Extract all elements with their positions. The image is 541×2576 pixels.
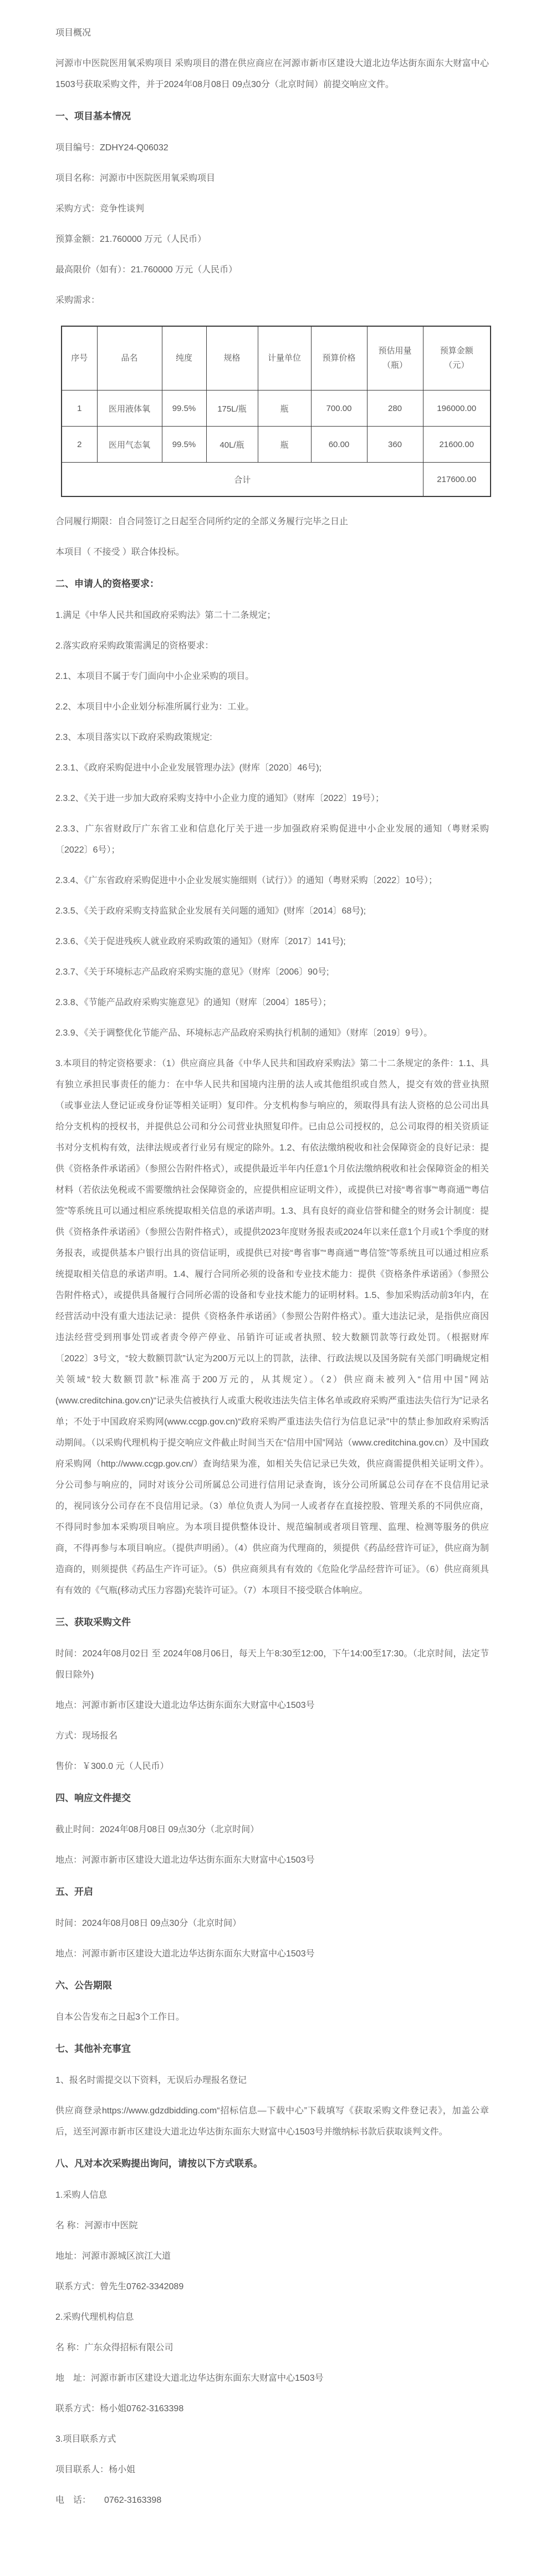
table-cell-qty: 360 xyxy=(367,427,423,463)
table-cell-qty: 280 xyxy=(367,391,423,427)
table-cell-name: 医用液体氧 xyxy=(97,391,162,427)
docs-place: 地点：河源市新市区建设大道北边华达街东面东大财富中心1503号 xyxy=(55,1701,315,1710)
submit-deadline: 截止时间：2024年08月08日 09点30分（北京时间） xyxy=(55,1825,259,1834)
line-max-price: 最高限价（如有）：21.760000 万元（人民币） xyxy=(55,265,238,275)
qual-item-1: 1.满足《中华人民共和国政府采购法》第二十二条规定； xyxy=(55,611,276,620)
docs-price: 售价：￥300.0 元（人民币） xyxy=(55,1762,169,1771)
qual-item-2-3-3: 2.3.3、广东省财政厅广东省工业和信息化厅关于进一步加强政府采购促进中小企业发展的通知（粤财采购〔2022〕6号）； xyxy=(55,824,489,855)
qual-item-2-3-2: 2.3.2、《关于进一步加大政府采购支持中小企业力度的通知》（财库〔2022〕19号）； xyxy=(55,794,384,803)
table-total-label: 合计 xyxy=(62,463,423,497)
procurement-table xyxy=(61,326,491,497)
table-total-row xyxy=(62,463,491,497)
table-header-qty: 预估用量 （瓶） xyxy=(367,326,423,391)
line-demand-label: 采购需求： xyxy=(55,296,100,305)
qual-item-2-3-6: 2.3.6、《关于促进残疾人就业政府采购政策的通知》（财库〔2017〕141号); xyxy=(55,937,346,946)
table-row xyxy=(62,427,491,463)
table-header-name: 品名 xyxy=(97,326,162,391)
table-cell-amount: 196000.00 xyxy=(423,391,491,427)
table-header-price: 预算价格 xyxy=(311,326,367,391)
line-contract-period: 合同履行期限：自合同签订之日起至合同所约定的全部义务履行完毕之日止 xyxy=(55,517,349,526)
qual-item-2-1: 2.1、本项目不属于专门面向中小企业采购的项目。 xyxy=(55,672,254,681)
opening-time: 时间：2024年08月08日 09点30分（北京时间） xyxy=(55,1919,242,1928)
table-header-purity: 纯度 xyxy=(162,326,206,391)
qual-item-2-3-5: 2.3.5、《关于政府采购支持监狱企业发展有关问题的通知》(财库〔2014〕68号); xyxy=(55,906,366,916)
table-cell-purity: 99.5% xyxy=(162,427,206,463)
heading-get-documents: 三、获取采购文件 xyxy=(55,1617,131,1627)
heading-response-submit: 四、响应文件提交 xyxy=(55,1793,131,1803)
table-cell-price: 700.00 xyxy=(311,391,367,427)
line-budget-amount: 预算金额：21.760000 万元（人民币） xyxy=(55,235,207,244)
line-project-name: 项目名称：河源市中医院医用氧采购项目 xyxy=(55,174,216,183)
heading-contact: 八、凡对本次采购提出询问，请按以下方式联系。 xyxy=(55,2158,263,2169)
other-item-2: 供应商登录https://www.gdzdbidding.com“招标信息—下载中心”下载填写《获取采购文件登记表》，加盖公章后，送至河源市新市区建设大道北边华达街东面东大财富中心1503号并缴纳标书款后获取谈判文件。 xyxy=(55,2106,489,2137)
table-total-amount: 217600.00 xyxy=(423,463,491,497)
heading-basic-info: 一、项目基本情况 xyxy=(55,111,131,121)
table-cell-seq: 2 xyxy=(62,427,97,463)
line-project-number: 项目编号：ZDHY24-Q06032 xyxy=(55,143,169,153)
agent-name: 名 称：广东众得招标有限公司 xyxy=(55,2343,173,2352)
docs-method: 方式：现场报名 xyxy=(55,1731,118,1741)
qual-item-2-3-1: 2.3.1、《政府采购促进中小企业发展管理办法》(财库〔2020〕46号); xyxy=(55,763,322,773)
project-contact-phone: 电 话： 0762-3163398 xyxy=(55,2496,162,2505)
table-header-seq: 序号 xyxy=(62,326,97,391)
table-cell-unit: 瓶 xyxy=(258,391,311,427)
agent-info-title: 2.采购代理机构信息 xyxy=(55,2313,134,2322)
line-joint-bid: 本项目（ 不接受 ）联合体投标。 xyxy=(55,547,185,557)
buyer-name: 名 称：河源市中医院 xyxy=(55,2221,138,2230)
qual-item-2: 2.落实政府采购政策需满足的资格要求： xyxy=(55,641,214,651)
submit-place: 地点：河源市新市区建设大道北边华达街东面东大财富中心1503号 xyxy=(55,1855,315,1865)
buyer-address: 地址：河源市源城区滨江大道 xyxy=(55,2252,171,2261)
table-header-spec: 规格 xyxy=(206,326,258,391)
qual-item-2-3-8: 2.3.8、《节能产品政府采购实施意见》的通知（财库〔2004〕185号）； xyxy=(55,998,331,1007)
project-contact-title: 3.项目联系方式 xyxy=(55,2435,116,2444)
table-cell-purity: 99.5% xyxy=(162,391,206,427)
buyer-contact: 联系方式：曾先生0762-3342089 xyxy=(55,2282,184,2291)
heading-opening: 五、开启 xyxy=(55,1887,93,1897)
announcement-period-body: 自本公告发布之日起3个工作日。 xyxy=(55,2012,185,2022)
qual-item-2-3-9: 2.3.9、《关于调整优化节能产品、环境标志产品政府采购执行机制的通知》（财库〔2019〕9号）。 xyxy=(55,1028,433,1038)
qual-item-2-3-7: 2.3.7、《关于环境标志产品政府采购实施的意见》（财库〔2006〕90号; xyxy=(55,967,329,977)
table-row xyxy=(62,391,491,427)
agent-contact: 联系方式：杨小姐0762-3163398 xyxy=(55,2404,184,2413)
qual-item-2-3: 2.3、本项目落实以下政府采购政策规定: xyxy=(55,733,212,742)
opening-place: 地点：河源市新市区建设大道北边华达街东面东大财富中心1503号 xyxy=(55,1949,315,1959)
table-cell-unit: 瓶 xyxy=(258,427,311,463)
qual-item-2-2: 2.2、本项目中小企业划分标准所属行业为：工业。 xyxy=(55,702,254,712)
table-header-unit: 计量单位 xyxy=(258,326,311,391)
docs-time: 时间：2024年08月02日 至 2024年08月06日，每天上午8:30至12:00，下午14:00至17:30。（北京时间，法定节假日除外) xyxy=(55,1649,489,1680)
heading-announcement-period: 六、公告期限 xyxy=(55,1980,112,1991)
table-cell-amount: 21600.00 xyxy=(423,427,491,463)
table-header-amount: 预算金额 （元） xyxy=(423,326,491,391)
table-cell-spec: 175L/瓶 xyxy=(206,391,258,427)
table-cell-price: 60.00 xyxy=(311,427,367,463)
table-cell-spec: 40L/瓶 xyxy=(206,427,258,463)
line-procurement-method: 采购方式：竞争性谈判 xyxy=(55,204,145,214)
heading-qualification: 二、申请人的资格要求： xyxy=(55,579,159,589)
agent-address: 地 址：河源市新市区建设大道北边华达街东面东大财富中心1503号 xyxy=(55,2374,324,2383)
table-cell-seq: 1 xyxy=(62,391,97,427)
qual-item-3-specific: 3.本项目的特定资格要求：（1）供应商应具备《中华人民共和国政府采购法》第二十二条规定的条件：1.1、具有独立承担民事责任的能力：在中华人民共和国境内注册的法人或其他组织或自然人，提交有效的营业执照（或事业法人登记证或身份证等相关证明）复印件。分支机构参与响应的，须取得具有法人资格的总公司出具给分支机构的授权书，并提供总公司和分公司营业执照复印件。已由总公司授权的，总公司取得的相关资质证书对分支机构有效，法律法规或者行业另有规定的除外。1.2、有依法缴纳税收和社会保障资金的良好记录：提供《资格条件承诺函》（参照公告附件格式），或提供最近半年内任意1个月依法缴纳税收和社会保障资金的相关材料（若依法免税或不需要缴纳社会保障资金的，应提供相应证明文件），或提供已对接“粤省事”“粤商通”“粤信签”等系统且可以通过相应系统提取相关信息的承诺声明。1.3、具有良好的商业信誉和健全的财务会计制度：提供《资格条件承诺函》（参照公告附件格式），或提供2023年度财务报表或2024年以来任意1个月或1个季度的财务报表，或提供基本户银行出具的资信证明，或提供已对接“粤省事”“粤商通”“粤信签”等系统且可以通过相应系统提取相关信息的承诺声明。1.4、履行合同所必须的设备和专业技术能力：提供《资格条件承诺函》（参照公告附件格式），或提供具备履行合同所必需的设备和专业技术能力的证明材料。1.5、参加采购活动前3年内，在经营活动中没有重大违法记录：提供《资格条件承诺函》（参照公告附件格式）。重大违法记录，是指供应商因违法经营受到刑事处罚或者责令停产停业、吊销许可证或者执照、较大数额罚款等行政处罚。（根据财库〔2022〕3号文，“较大数额罚款”认定为200万元以上的罚款，法律、行政法规以及国务院有关部门明确规定相关领域“较大数额罚款”标准高于200万元的，从其规定）。（2）供应商未被列入“信用中国”网站(www.creditchina.gov.cn)“记录失信被执行人或重大税收违法失信主体名单或政府采购严重违法失信行为”记录名单；不处于中国政府采购网(www.ccgp.gov.cn)“政府采购严重违法失信行为信息记录”中的禁止参加政府采购活动期间。（以采购代理机构于提交响应文件截止时间当天在“信用中国”网站（www.creditchina.gov.cn）及中国政府采购网（http://www.ccgp.gov.cn/）查询结果为准，如相关失信记录已失效，供应商需提供相关证明文件）。分公司参与响应的，同时对该分公司所属总公司进行信用记录查询，该分公司所属总公司存在不良信用记录的，视同该分公司存在不良信用记录。（3）单位负责人为同一人或者存在直接控股、管理关系的不同供应商，不得同时参加本采购项目响应。为本项目提供整体设计、规范编制或者项目管理、监理、检测等服务的供应商，不得再参与本项目响应。（提供声明函）。（4）供应商为代理商的，须提供《药品经营许可证》，供应商为制造商的，则须提供《药品生产许可证》。（5）供应商须具有有效的《危险化学品经营许可证》。（6）供应商须具有有效的《气瓶(移动式压力容器)充装许可证》。（7）本项目不接受联合体响应。 xyxy=(55,1059,489,1595)
other-item-1: 1、报名时需提交以下资料，无误后办理报名登记 xyxy=(55,2076,247,2085)
project-contact-person: 项目联系人：杨小姐 xyxy=(55,2465,136,2474)
table-header-row xyxy=(62,326,491,391)
heading-other-matters: 七、其他补充事宜 xyxy=(55,2043,131,2054)
qual-item-2-3-4: 2.3.4、《广东省政府采购促进中小企业发展实施细则（试行）》的通知（粤财采购〔2022〕10号）； xyxy=(55,876,437,885)
overview-intro: 河源市中医院医用氧采购项目 采购项目的潜在供应商应在河源市新市区建设大道北边华达街东面东大财富中心1503号获取采购文件，并于2024年08月08日 09点30分（北京时间）前提交响应文件。 xyxy=(55,59,489,89)
table-cell-name: 医用气态氧 xyxy=(97,427,162,463)
overview-title: 项目概况 xyxy=(55,28,91,38)
buyer-info-title: 1.采购人信息 xyxy=(55,2190,108,2200)
